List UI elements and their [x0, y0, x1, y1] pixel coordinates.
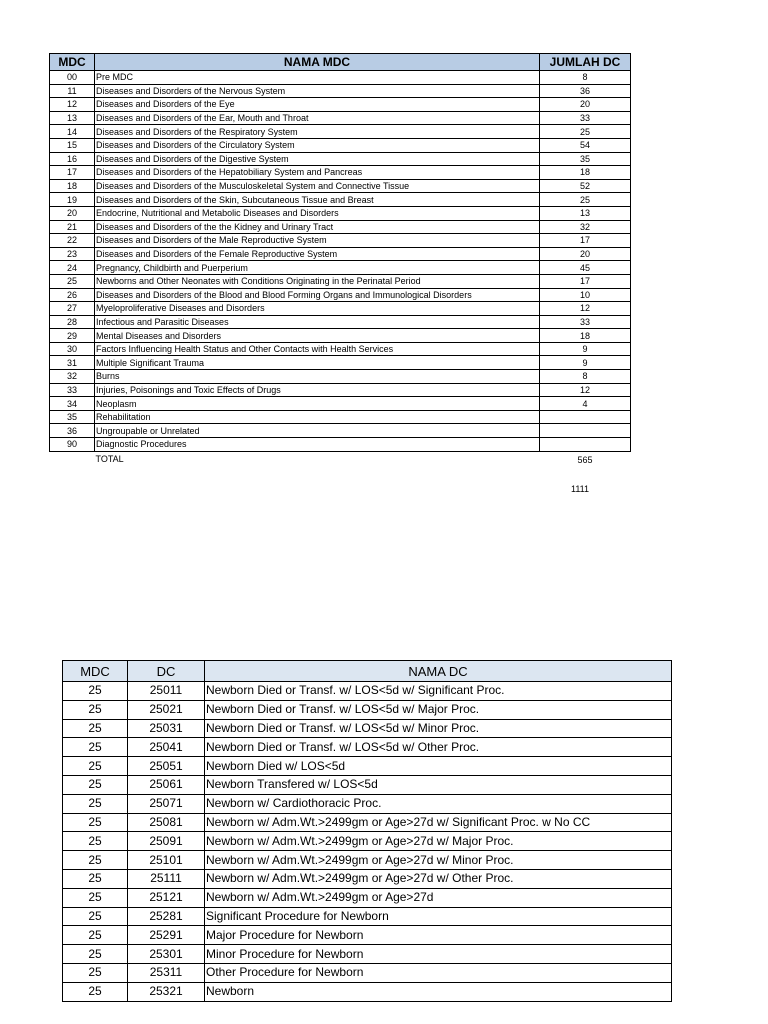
mdc-code-cell: 25: [50, 274, 95, 288]
table-row: [50, 356, 631, 370]
mdc-code-cell: 25: [63, 719, 128, 738]
table-row: [50, 71, 631, 85]
dc-code-cell: 25091: [128, 832, 205, 851]
mdc-code-cell: 90: [50, 438, 95, 452]
dc-detail-table: [62, 660, 672, 1002]
table-row: [50, 261, 631, 275]
mdc-code-cell: 24: [50, 261, 95, 275]
mdc-name-cell: Pregnancy, Childbirth and Puerperium: [95, 261, 540, 275]
mdc-code-cell: 31: [50, 356, 95, 370]
table-row: [50, 274, 631, 288]
mdc-code-cell: 34: [50, 397, 95, 411]
dc-count-cell: 45: [540, 261, 631, 275]
table-row: [50, 397, 631, 411]
mdc-code-cell: 15: [50, 138, 95, 152]
table-row: [50, 111, 631, 125]
dc-count-cell: 25: [540, 193, 631, 207]
mdc-code-cell: 14: [50, 125, 95, 139]
extra-value-note: 1111: [571, 484, 590, 494]
dc-name-cell: Newborn: [205, 982, 672, 1001]
mdc-code-cell: 25: [63, 794, 128, 813]
mdc-name-cell: Factors Influencing Health Status and Other Contacts with Health Services: [95, 342, 540, 356]
mdc-code-cell: 25: [63, 813, 128, 832]
mdc-name-cell: Newborns and Other Neonates with Conditions Originating in the Perinatal Period: [95, 274, 540, 288]
column-header-nama-mdc: NAMA MDC: [95, 54, 540, 71]
dc-count-cell: 33: [540, 111, 631, 125]
table-row: [50, 234, 631, 248]
dc-code-cell: 25121: [128, 888, 205, 907]
mdc-code-cell: 12: [50, 98, 95, 112]
table-row: [50, 315, 631, 329]
dc-code-cell: 25291: [128, 926, 205, 945]
table-header-row: [63, 661, 672, 682]
mdc-code-cell: 25: [63, 832, 128, 851]
table-row: [63, 982, 672, 1001]
mdc-name-cell: Myeloproliferative Diseases and Disorders: [95, 302, 540, 316]
mdc-code-cell: 18: [50, 179, 95, 193]
mdc-code-cell: 25: [63, 945, 128, 964]
table-row: [50, 342, 631, 356]
mdc-name-cell: Neoplasm: [95, 397, 540, 411]
dc-count-cell: 8: [540, 71, 631, 85]
dc-count-cell: [540, 424, 631, 438]
dc-code-cell: 25101: [128, 851, 205, 870]
mdc-code-cell: 19: [50, 193, 95, 207]
mdc-name-cell: Mental Diseases and Disorders: [95, 329, 540, 343]
mdc-name-cell: Diseases and Disorders of the Skin, Subcutaneous Tissue and Breast: [95, 193, 540, 207]
table-row: [50, 84, 631, 98]
dc-count-cell: 13: [540, 206, 631, 220]
dc-name-cell: Newborn Died or Transf. w/ LOS<5d w/ Other Proc.: [205, 738, 672, 757]
column-header-dc: DC: [128, 661, 205, 682]
dc-code-cell: 25301: [128, 945, 205, 964]
dc-name-cell: Newborn w/ Adm.Wt.>2499gm or Age>27d w/ Major Proc.: [205, 832, 672, 851]
table-row: [63, 719, 672, 738]
table-row: [63, 926, 672, 945]
dc-name-cell: Newborn w/ Adm.Wt.>2499gm or Age>27d w/ Minor Proc.: [205, 851, 672, 870]
table-row: [50, 193, 631, 207]
mdc-name-cell: Multiple Significant Trauma: [95, 356, 540, 370]
dc-count-cell: 35: [540, 152, 631, 166]
mdc-code-cell: 25: [63, 738, 128, 757]
table-row: [63, 813, 672, 832]
table-row: [50, 302, 631, 316]
dc-count-cell: 54: [540, 138, 631, 152]
dc-count-cell: 12: [540, 302, 631, 316]
table-row: [63, 963, 672, 982]
dc-name-cell: Newborn Died or Transf. w/ LOS<5d w/ Minor Proc.: [205, 719, 672, 738]
table-row: [50, 125, 631, 139]
mdc-code-cell: 25: [63, 700, 128, 719]
mdc-code-cell: 28: [50, 315, 95, 329]
mdc-code-cell: 35: [50, 410, 95, 424]
dc-count-cell: 32: [540, 220, 631, 234]
table-row: [50, 247, 631, 261]
dc-count-cell: 8: [540, 370, 631, 384]
dc-count-cell: 10: [540, 288, 631, 302]
mdc-name-cell: Ungroupable or Unrelated: [95, 424, 540, 438]
mdc-code-cell: 16: [50, 152, 95, 166]
dc-code-cell: 25071: [128, 794, 205, 813]
dc-code-cell: 25311: [128, 963, 205, 982]
mdc-code-cell: 26: [50, 288, 95, 302]
mdc-code-cell: 36: [50, 424, 95, 438]
table-header-row: [50, 54, 631, 71]
mdc-name-cell: Injuries, Poisonings and Toxic Effects of Drugs: [95, 383, 540, 397]
dc-name-cell: Minor Procedure for Newborn: [205, 945, 672, 964]
dc-code-cell: 25041: [128, 738, 205, 757]
dc-name-cell: Newborn Died or Transf. w/ LOS<5d w/ Significant Proc.: [205, 682, 672, 701]
dc-count-cell: 4: [540, 397, 631, 411]
table-row: [63, 775, 672, 794]
mdc-code-cell: 11: [50, 84, 95, 98]
dc-code-cell: 25081: [128, 813, 205, 832]
mdc-code-cell: 25: [63, 926, 128, 945]
dc-code-cell: 25061: [128, 775, 205, 794]
table-row: [50, 370, 631, 384]
dc-count-cell: 36: [540, 84, 631, 98]
table-row: [63, 888, 672, 907]
table-row: [63, 682, 672, 701]
column-header-nama-dc: NAMA DC: [205, 661, 672, 682]
mdc-code-cell: 22: [50, 234, 95, 248]
dc-code-cell: 25051: [128, 757, 205, 776]
mdc-name-cell: Diseases and Disorders of the Respiratory System: [95, 125, 540, 139]
dc-count-cell: 18: [540, 329, 631, 343]
mdc-code-cell: 20: [50, 206, 95, 220]
mdc-code-cell: 25: [63, 907, 128, 926]
mdc-code-cell: 00: [50, 71, 95, 85]
table-row: [50, 152, 631, 166]
mdc-name-cell: Diseases and Disorders of the Nervous System: [95, 84, 540, 98]
dc-code-cell: 25281: [128, 907, 205, 926]
table-row: [50, 438, 631, 452]
mdc-name-cell: Diseases and Disorders of the Blood and Blood Forming Organs and Immunological Disorders: [95, 288, 540, 302]
dc-count-cell: 17: [540, 234, 631, 248]
dc-name-cell: Newborn Died w/ LOS<5d: [205, 757, 672, 776]
mdc-name-cell: Diseases and Disorders of the Ear, Mouth and Throat: [95, 111, 540, 125]
dc-count-cell: 9: [540, 342, 631, 356]
mdc-code-cell: 23: [50, 247, 95, 261]
table-row: [50, 166, 631, 180]
dc-name-cell: Other Procedure for Newborn: [205, 963, 672, 982]
table-row: [50, 329, 631, 343]
table-row: [63, 738, 672, 757]
mdc-code-cell: 25: [63, 963, 128, 982]
table-row: [63, 945, 672, 964]
mdc-name-cell: Diseases and Disorders of the the Kidney and Urinary Tract: [95, 220, 540, 234]
mdc-code-cell: 29: [50, 329, 95, 343]
table-row: [63, 851, 672, 870]
table-row: [50, 98, 631, 112]
dc-code-cell: 25021: [128, 700, 205, 719]
table-row: [50, 138, 631, 152]
table-row: [50, 383, 631, 397]
mdc-name-cell: Diseases and Disorders of the Female Reproductive System: [95, 247, 540, 261]
dc-count-cell: [540, 438, 631, 452]
table-row: [63, 757, 672, 776]
dc-count-cell: 12: [540, 383, 631, 397]
mdc-name-cell: Diseases and Disorders of the Circulatory System: [95, 138, 540, 152]
dc-name-cell: Newborn Died or Transf. w/ LOS<5d w/ Major Proc.: [205, 700, 672, 719]
table-row: [50, 410, 631, 424]
mdc-name-cell: Pre MDC: [95, 71, 540, 85]
table-row: [63, 907, 672, 926]
table-row: [50, 288, 631, 302]
dc-name-cell: Newborn w/ Adm.Wt.>2499gm or Age>27d w/ Other Proc.: [205, 869, 672, 888]
mdc-name-cell: Burns: [95, 370, 540, 384]
dc-code-cell: 25111: [128, 869, 205, 888]
dc-name-cell: Significant Procedure for Newborn: [205, 907, 672, 926]
mdc-name-cell: Endocrine, Nutritional and Metabolic Diseases and Disorders: [95, 206, 540, 220]
dc-count-cell: [540, 410, 631, 424]
mdc-code-cell: 21: [50, 220, 95, 234]
table-row: [63, 832, 672, 851]
mdc-code-cell: 25: [63, 982, 128, 1001]
table-row: [50, 206, 631, 220]
dc-code-cell: 25031: [128, 719, 205, 738]
mdc-code-cell: 25: [63, 757, 128, 776]
mdc-name-cell: Infectious and Parasitic Diseases: [95, 315, 540, 329]
mdc-code-cell: 17: [50, 166, 95, 180]
mdc-code-cell: 25: [63, 775, 128, 794]
dc-name-cell: Major Procedure for Newborn: [205, 926, 672, 945]
dc-count-cell: 20: [540, 247, 631, 261]
dc-count-cell: 52: [540, 179, 631, 193]
table-row: [50, 179, 631, 193]
mdc-code-cell: 33: [50, 383, 95, 397]
dc-name-cell: Newborn w/ Adm.Wt.>2499gm or Age>27d: [205, 888, 672, 907]
total-label: TOTAL: [95, 453, 124, 464]
mdc-code-cell: 13: [50, 111, 95, 125]
mdc-code-cell: 25: [63, 682, 128, 701]
dc-count-cell: 25: [540, 125, 631, 139]
total-spacer: [50, 451, 95, 466]
dc-count-cell: 9: [540, 356, 631, 370]
total-row: [50, 451, 631, 466]
mdc-name-cell: Rehabilitation: [95, 410, 540, 424]
column-header-jumlah-dc: JUMLAH DC: [540, 54, 631, 71]
column-header-mdc: MDC: [50, 54, 95, 71]
dc-count-cell: 33: [540, 315, 631, 329]
mdc-name-cell: Diseases and Disorders of the Eye: [95, 98, 540, 112]
mdc-summary-table: [49, 53, 631, 466]
dc-name-cell: Newborn w/ Adm.Wt.>2499gm or Age>27d w/ Significant Proc. w No CC: [205, 813, 672, 832]
dc-count-cell: 20: [540, 98, 631, 112]
dc-name-cell: Newborn Transfered w/ LOS<5d: [205, 775, 672, 794]
mdc-code-cell: 27: [50, 302, 95, 316]
column-header-mdc: MDC: [63, 661, 128, 682]
mdc-code-cell: 25: [63, 851, 128, 870]
total-value: 565: [577, 454, 593, 465]
mdc-code-cell: 25: [63, 869, 128, 888]
mdc-name-cell: Diseases and Disorders of the Male Reproductive System: [95, 234, 540, 248]
dc-code-cell: 25011: [128, 682, 205, 701]
table-row: [50, 424, 631, 438]
table-row: [63, 700, 672, 719]
mdc-name-cell: Diseases and Disorders of the Hepatobiliary System and Pancreas: [95, 166, 540, 180]
mdc-code-cell: 25: [63, 888, 128, 907]
table-row: [50, 220, 631, 234]
table-row: [63, 794, 672, 813]
mdc-code-cell: 32: [50, 370, 95, 384]
mdc-name-cell: Diseases and Disorders of the Musculoskeletal System and Connective Tissue: [95, 179, 540, 193]
mdc-name-cell: Diagnostic Procedures: [95, 438, 540, 452]
mdc-name-cell: Diseases and Disorders of the Digestive System: [95, 152, 540, 166]
mdc-code-cell: 30: [50, 342, 95, 356]
dc-count-cell: 18: [540, 166, 631, 180]
dc-name-cell: Newborn w/ Cardiothoracic Proc.: [205, 794, 672, 813]
dc-code-cell: 25321: [128, 982, 205, 1001]
table-row: [63, 869, 672, 888]
dc-count-cell: 17: [540, 274, 631, 288]
